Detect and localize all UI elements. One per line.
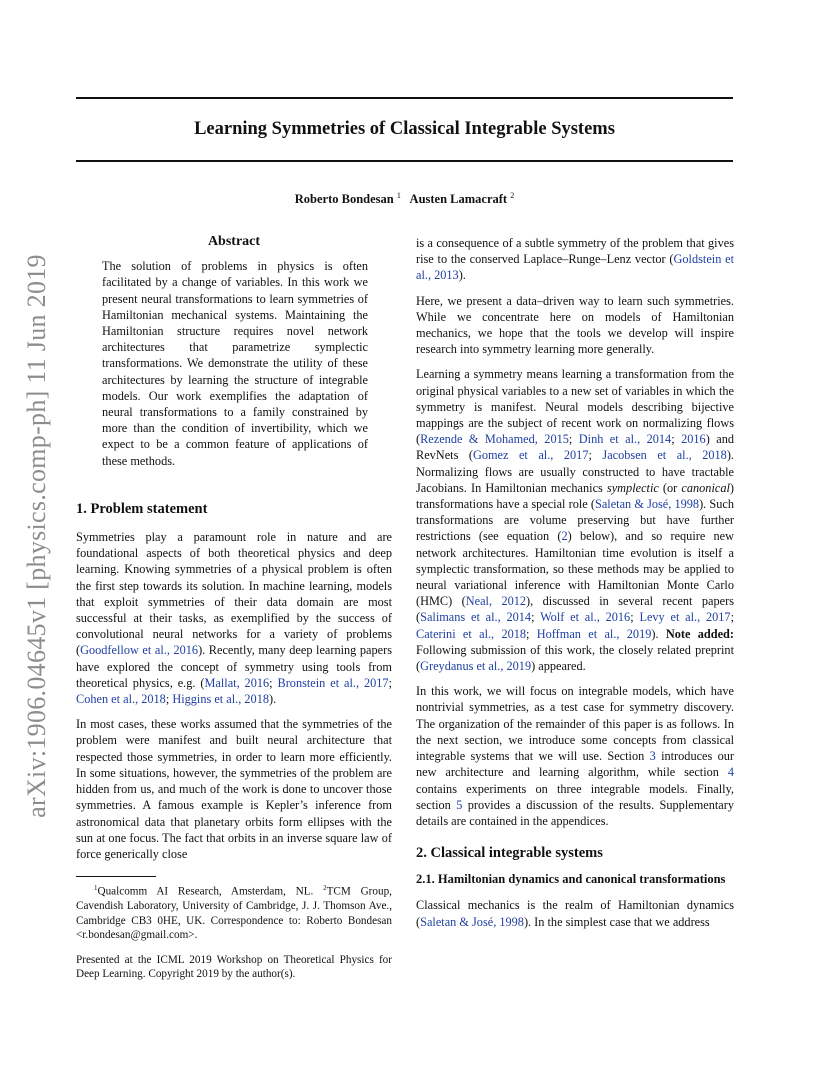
section-heading: 1. Problem statement (76, 500, 208, 517)
citation-link[interactable]: Saletan & José, 1998 (595, 497, 700, 512)
right-column (416, 235, 734, 939)
section-ref-link[interactable]: 5 (456, 797, 463, 812)
citation-link[interactable]: Cohen et al., 2018 (76, 692, 166, 707)
paragraph: is a consequence of a subtle symmetry of the problem that gives rise to the conserved Laplace–Runge–Lenz vector (Goldstein et al., 2013). (416, 236, 734, 283)
citation-link[interactable]: Hoffman et al., 2019 (536, 626, 652, 641)
footnote-rule (76, 876, 156, 877)
paragraph: Learning a symmetry means learning a transformation from the original physical variables to a new set of variables in which the symmetry is manifest. Neural models describing bijective mappings are the subject of recent work on normalizing flows (Rezende & Mohamed, 2015; Dinh et al., 2014; 2016) and RevNets (Gomez et al., 2017; Jacobsen et al., 2018). Normalizing flows are usually constructed to have tractable Jacobians. In Hamiltonian mechanics symplectic (or canonical) transformations have a special role (Saletan & José, 1998). Such transformations are volume preserving but have further restrictions (see equation (2) below), and so require new network architectures. Hamiltonian time evolution is itself a symplectic transformation, so these methods may be applied to neural variational inference with Hamiltonian Monte Carlo (HMC) (Neal, 2012), discussed in several recent papers (Salimans et al., 2014; Wolf et al., 2016; Levy et al., 2017; Caterini et al., 2018; Hoffman et al., 2019). Note added: Following submission of this work, the closely related preprint (Greydanus et al., 2019) appeared. (416, 367, 734, 674)
citation-link[interactable]: Wolf et al., 2016 (540, 610, 631, 625)
equation-ref-link[interactable]: 2 (561, 529, 568, 544)
left-column (76, 234, 392, 982)
citation-link[interactable]: Mallat, 2016 (204, 675, 270, 690)
citation-link[interactable]: Caterini et al., 2018 (416, 626, 527, 641)
paragraph: In this work, we will focus on integrable models, which have nontrivial symmetries, as a test case for symmetry discovery. The organization of the remainder of this paper is as follows. In the next section, we introduce some concepts from classical integrable systems that we will use. Section 3 introduces our new architecture and learning algorithm, while section 4 contains experiments on three integrable models. Finally, section 5 provides a discussion of the results. Supplementary details are contained in the appendices. (416, 684, 734, 828)
section-heading: 2. Classical integrable systems (416, 845, 603, 862)
author-affiliation: 2 (510, 191, 515, 200)
citation-link[interactable]: Higgins et al., 2018 (172, 692, 269, 707)
subsection-heading: 2.1. Hamiltonian dynamics and canonical transformations (416, 872, 726, 887)
citation-link[interactable]: Rezende & Mohamed, 2015 (420, 432, 569, 447)
paper-title: Learning Symmetries of Classical Integrable Systems (194, 119, 615, 139)
citation-link[interactable]: 2016 (681, 432, 706, 447)
paragraph: In most cases, these works assumed that the symmetries of the problem were manifest and built neural architecture that respected those symmetries, in order to learn more efficiently. In some situations, however, the symmetries of the problem are hidden from us, and much of the work is done to uncover those symmetries. A famous example is Kepler’s inference from astronomical data that planetary orbits form ellipses with the sun at one focus. The fact that orbits in an inverse square law of force generically close (76, 717, 392, 861)
citation-link[interactable]: Levy et al., 2017 (639, 610, 731, 625)
venue-note: Presented at the ICML 2019 Workshop on Theoretical Physics for Deep Learning. Copyright 2019 by the author(s). (76, 953, 392, 981)
abstract-heading: Abstract (207, 234, 261, 249)
footnote: $^1$Qualcomm AI Research, Amsterdam, NL. $^2$TCM Group, Cavendish Laboratory, University of Cambridge, J. J. Thomson Ave., Cambridge CB3 0HE, UK. Correspondence to: Roberto Bondesan <r.bondesan@gmail.com>. (76, 884, 392, 942)
citation-link[interactable]: Salimans et al., 2014 (420, 610, 532, 625)
title-rule-bottom (76, 160, 733, 162)
author-name: Roberto Bondesan (294, 192, 394, 207)
citation-link[interactable]: Bronstein et al., 2017 (277, 675, 389, 690)
section-ref-link[interactable]: 3 (649, 749, 656, 764)
citation-link[interactable]: Goodfellow et al., 2016 (80, 643, 199, 658)
title-rule-top (76, 97, 733, 99)
author-affiliation: 1 (396, 191, 401, 200)
citation-link[interactable]: Greydanus et al., 2019 (420, 659, 532, 674)
abstract-text: The solution of problems in physics is often facilitated by a change of variables. In this work we present neural transformations to learn symmetries of Hamiltonian mechanical systems. Maintaining the Hamiltonian structure requires novel network architectures that parametrize symplectic transformations. We demonstrate the utility of these architectures by learning the structure of integrable models. Our work exemplifies the adaptation of neural transformations to a family constrained by more than the condition of invertibility, which we expect to be a common feature of applications of these methods. (102, 259, 368, 468)
citation-link[interactable]: Dinh et al., 2014 (578, 432, 672, 447)
paragraph: Symmetries play a paramount role in nature and are foundational aspects of both theoretical physics and deep learning. Knowing symmetries of a physical problem is often the first step towards its solution. In machine learning, models that exploit symmetries of their data domain are most successful at their tasks, as exemplified by the success of convolutional neural networks for a variety of problems (Goodfellow et al., 2016). Recently, many deep learning papers have explored the concept of symmetry using tools from theoretical physics, e.g. (Mallat, 2016; Bronstein et al., 2017; Cohen et al., 2018; Higgins et al., 2018). (76, 530, 392, 707)
citation-link[interactable]: Jacobsen et al., 2018 (602, 448, 727, 463)
author-list (76, 191, 733, 207)
arxiv-stamp: arXiv:1906.04645v1 [physics.comp-ph] 11 Jun 2019 (22, 254, 51, 818)
citation-link[interactable]: Goldstein et al., 2013 (416, 252, 734, 283)
citation-link[interactable]: Gomez et al., 2017 (472, 448, 589, 463)
paragraph: Classical mechanics is the realm of Hamiltonian dynamics (Saletan & José, 1998). In the simplest case that we address (416, 898, 734, 929)
section-ref-link[interactable]: 4 (727, 765, 734, 780)
citation-link[interactable]: Saletan & José, 1998 (420, 914, 524, 929)
paragraph: Here, we present a data–driven way to learn such symmetries. While we concentrate here on models of Hamiltonian mechanics, we hope that the tools we develop will inspire research into symmetry learning more generally. (416, 293, 734, 357)
citation-link[interactable]: Neal, 2012 (465, 594, 527, 609)
author-name: Austen Lamacraft (409, 192, 508, 207)
